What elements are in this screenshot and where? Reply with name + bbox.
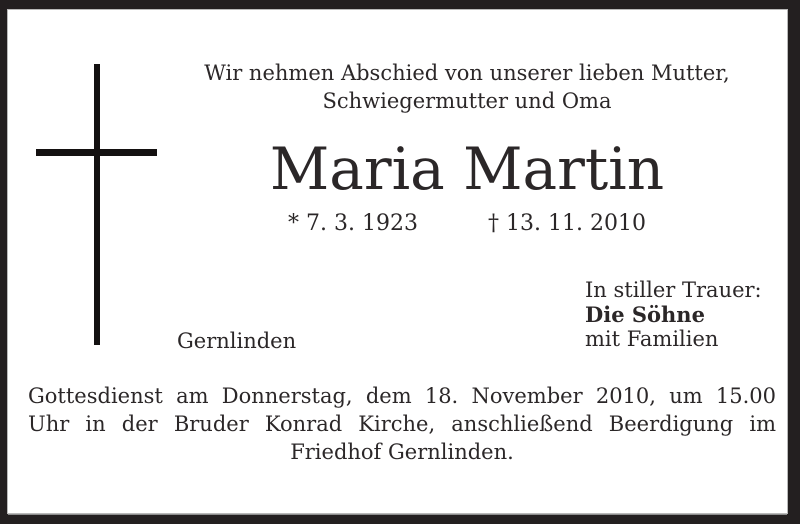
service-line-3: Friedhof Gernlinden. xyxy=(290,440,514,464)
cross-icon-vertical-bar xyxy=(94,64,100,345)
service-line-2: Uhr in der Bruder Konrad Kirche, anschließend Beerdigung im xyxy=(28,412,776,436)
mourners-families: mit Familien xyxy=(585,327,719,352)
cross-icon-horizontal-bar xyxy=(36,149,157,156)
intro-text xyxy=(148,60,786,115)
mourners-block xyxy=(585,278,762,352)
deceased-name: Maria Martin xyxy=(269,135,665,203)
mourning-phrase: In stiller Trauer: xyxy=(585,278,762,302)
life-dates xyxy=(148,210,786,238)
place-name: Gernlinden xyxy=(177,329,297,353)
service-line-1: Gottesdienst am Donnerstag, dem 18. November 2010, um 15.00 xyxy=(28,384,776,408)
intro-line-1: Wir nehmen Abschied von unserer lieben Mutter, xyxy=(204,61,730,85)
mourners-names: Die Söhne xyxy=(585,301,705,327)
intro-line-2: Schwiegermutter und Oma xyxy=(322,88,612,113)
service-announcement xyxy=(28,382,776,466)
birth-date: * 7. 3. 1923 xyxy=(288,211,418,236)
death-date: † 13. 11. 2010 xyxy=(488,211,646,236)
obituary-notice-paper xyxy=(8,10,787,513)
